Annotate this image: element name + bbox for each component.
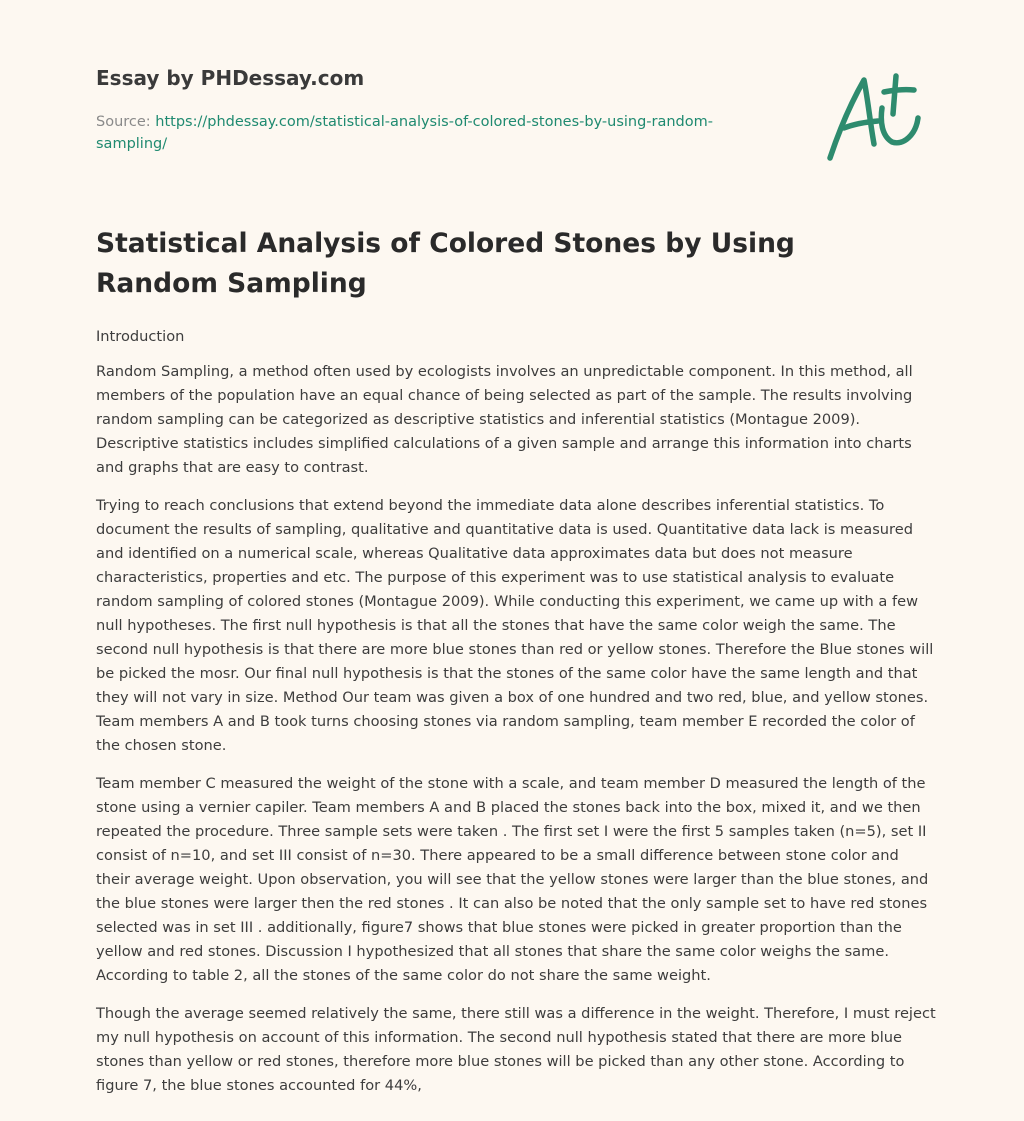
paragraph: Random Sampling, a method often used by ecologists involves an unpredictable component. In this method, all members of the population have an equal chance of being selected as part of the sample. The results involving random sampling can be categorized as descriptive statistics and inferential statistics (Montague 2009). Descriptive statistics includes simplified calculations of a given sample and arrange this information into charts and graphs that are easy to contrast. [96, 363, 913, 476]
paragraph: Team member C measured the weight of the stone with a scale, and team member D measured the length of the stone using a vernier capiler. Team members A and B placed the stones back into the box, mixed it, and we then repeated the procedure. Three sample sets were taken . The first set I were the first 5 samples taken (n=5), set II consist of n=10, and set III consist of n=30. There appeared to be a small difference between stone color and their average weight. Upon observation, you will see that the yellow stones were larger than the blue stones, and the blue stones were larger then the red stones . It can also be noted that the only sample set to have red stones selected was in set III . additionally, figure7 shows that blue stones were picked in greater proportion than the yellow and red stones. Discussion I hypothesized that all stones that share the same color weighs the same. According to table 2, all the stones of the same color do not share the same weight. [96, 775, 929, 984]
paragraph: Though the average seemed relatively the same, there still was a difference in the weight. Therefore, I must reject my null hypothesis on account of this information. The second null hypothesis stated that there are more blue stones than yellow or red stones, therefore more blue stones will be picked than any other stone. According to figure 7, the blue stones accounted for 44%, [96, 1005, 936, 1094]
site-title: Essay by PHDessay.com [96, 66, 365, 90]
essay-body [96, 325, 936, 1112]
paragraph: Trying to reach conclusions that extend beyond the immediate data alone describes inferential statistics. To document the results of sampling, qualitative and quantitative data is used. Quantitative data lack is measured and identified on a numerical scale, whereas Qualitative data approximates data but does not measure characteristics, properties and etc. The purpose of this experiment was to use statistical analysis to evaluate random sampling of colored stones (Montague 2009). While conducting this experiment, we came up with a few null hypotheses. The first null hypothesis is that all the stones that have the same color weigh the same. The second null hypothesis is that there are more blue stones than red or yellow stones. Therefore the Blue stones will be picked the mosr. Our final null hypothesis is that the stones of the same color have the same length and that they will not vary in size. Method Our team was given a box of one hundred and two red, blue, and yellow stones. Team members A and B took turns choosing stones via random sampling, team member E recorded the color of the chosen stone. [96, 497, 934, 754]
section-heading-introduction: Introduction [96, 328, 185, 345]
source-line [96, 111, 746, 155]
essay-title: Statistical Analysis of Colored Stones by Using Random Sampling [96, 228, 795, 299]
source-link[interactable]: https://phdessay.com/statistical-analysis-of-colored-stones-by-using-random-sampling/ [96, 114, 713, 152]
a-plus-logo-icon [824, 70, 928, 164]
source-label: Source: [96, 114, 156, 130]
